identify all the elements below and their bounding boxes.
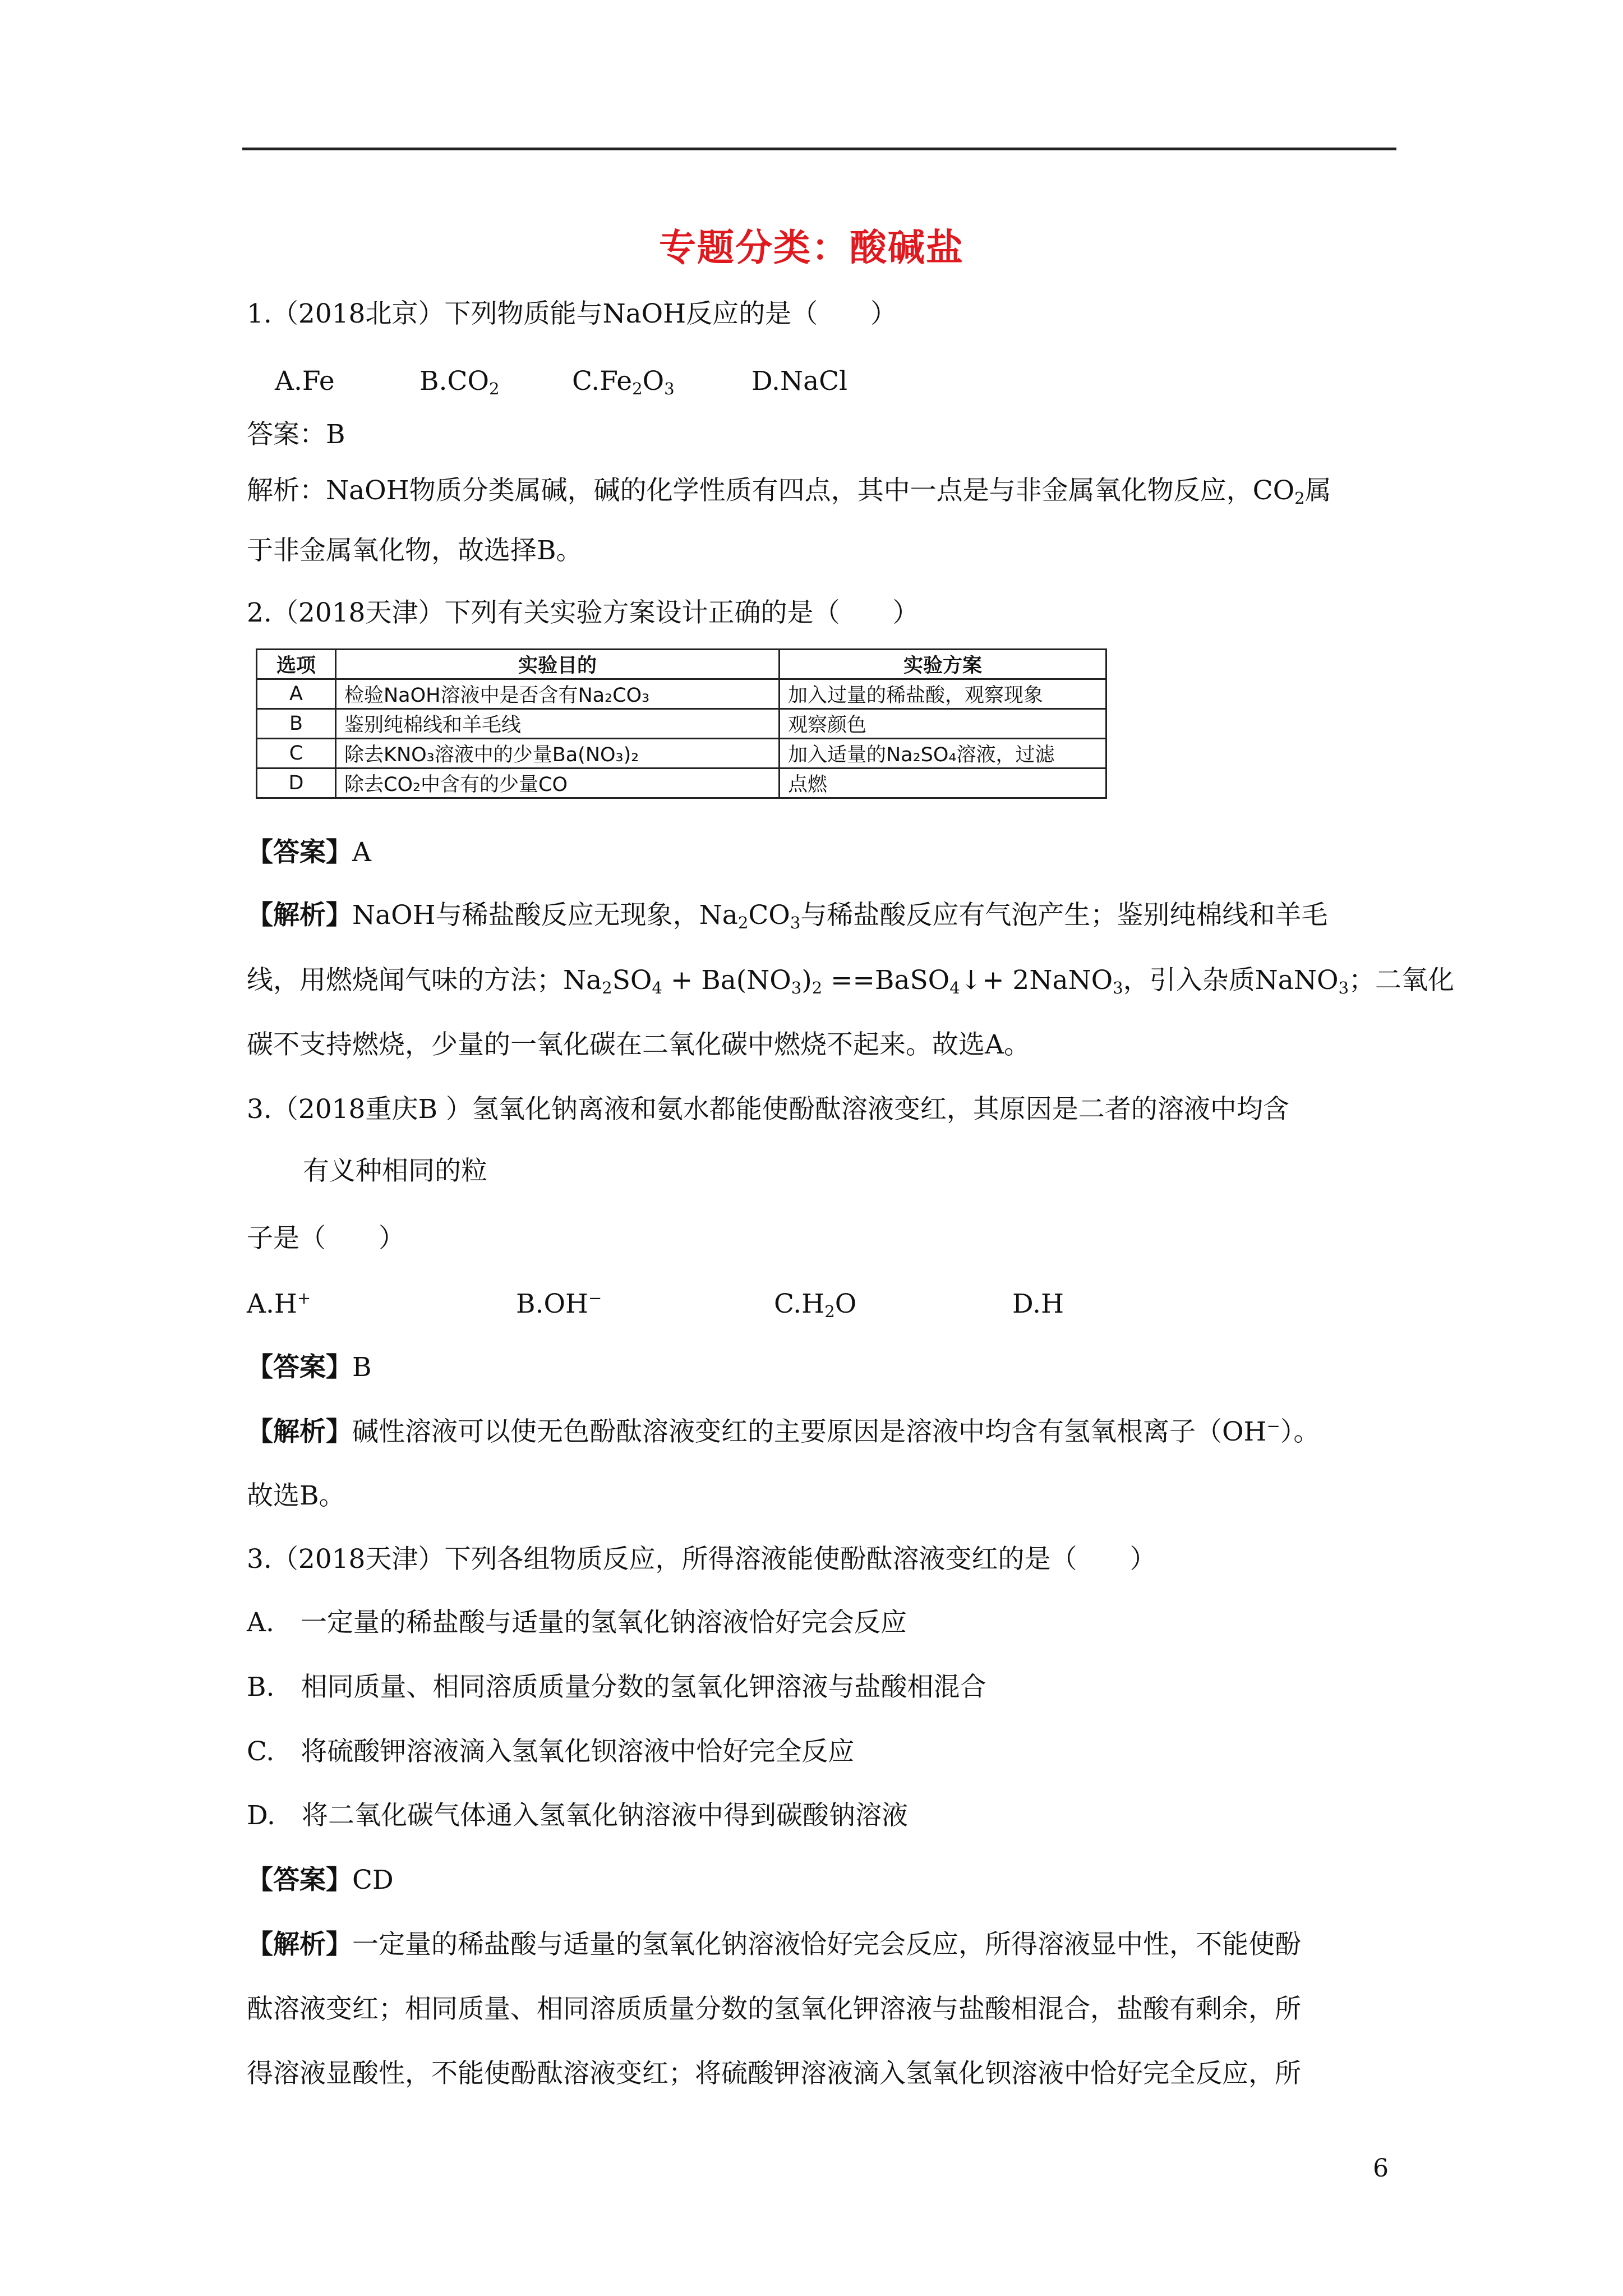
- q4-option-a: A. 一定量的稀盐酸与适量的氢氧化钠溶液恰好完会反应: [247, 1607, 907, 1638]
- header-rule: [242, 148, 1396, 150]
- table-cell: 点燃: [780, 769, 1106, 798]
- q4-stem: 3.（2018天津）下列各组物质反应，所得溶液能使酚酞溶液变红的是（ ）: [247, 1544, 1156, 1575]
- table-row: [257, 709, 1106, 739]
- q2-table: [256, 648, 1107, 799]
- table-header: 实验目的: [336, 650, 780, 679]
- table-cell: 鉴别纯棉线和羊毛线: [336, 709, 780, 739]
- q3-option-c: $C.H_2O$: [774, 1289, 857, 1322]
- table-header-row: [257, 650, 1106, 679]
- q4-analysis-line-2: 酞溶液变红；相同质量、相同溶质质量分数的氢氧化钾溶液与盐酸相混合，盐酸有剩余，所: [247, 1994, 1301, 2024]
- table-cell: 除去CO₂中含有的少量CO: [336, 769, 780, 798]
- q1-analysis-line-1: 解析：NaOH物质分类属碱，碱的化学性质有四点，其中一点是与非金属氧化物反应，$CO_2$属: [247, 475, 1331, 508]
- q3-option-a: A.H+: [247, 1288, 311, 1319]
- table-cell: 检验NaOH溶液中是否含有Na₂CO₃: [336, 679, 780, 709]
- table-cell: B: [257, 709, 336, 739]
- q4-option-c: C. 将硫酸钾溶液滴入氢氧化钡溶液中恰好完全反应: [247, 1736, 855, 1767]
- q3-stem-line-3: 子是（ ）: [247, 1223, 405, 1254]
- q3-option-b: B.OH−: [516, 1288, 602, 1319]
- table-header: 选项: [257, 650, 336, 679]
- q1-option-b: $B.CO_2$: [419, 366, 500, 399]
- table-header: 实验方案: [780, 650, 1106, 679]
- q4-option-d: D. 将二氧化碳气体通入氢氧化钠溶液中得到碳酸钠溶液: [247, 1800, 908, 1831]
- table-cell: 加入适量的Na₂SO₄溶液，过滤: [780, 739, 1106, 769]
- q4-analysis-line-1: 【解析】一定量的稀盐酸与适量的氢氧化钠溶液恰好完会反应，所得溶液显中性，不能使酚: [247, 1929, 1301, 1960]
- q2-analysis-line-1: 【解析】NaOH与稀盐酸反应无现象，$Na_2CO_3$与稀盐酸反应有气泡产生；鉴别纯棉线和羊毛: [247, 900, 1328, 933]
- q3-stem-line-1: 3.（2018重庆B ）氢氧化钠离液和氨水都能使酚酞溶液变红，其原因是二者的溶液中均含: [247, 1094, 1289, 1125]
- table-row: [257, 769, 1106, 798]
- q1-option-a: A.Fe: [275, 366, 335, 397]
- q2-analysis-line-2: 线，用燃烧闻气味的方法；$Na_2SO_4 + Ba(NO_3)_2$ ==BaSO$_4$↓+ 2NaNO$_3$，引入杂质NaNO$_3$；二氧化: [247, 965, 1455, 998]
- q2-analysis-line-3: 碳不支持燃烧，少量的一氧化碳在二氧化碳中燃烧不起来。故选A。: [247, 1029, 1030, 1060]
- q3-analysis-line-1: 【解析】碱性溶液可以使无色酚酞溶液变红的主要原因是溶液中均含有氢氧根离子（OH−）。: [247, 1416, 1320, 1447]
- table-row: [257, 739, 1106, 769]
- q3-stem-line-2: 有义种相同的粒: [303, 1156, 487, 1186]
- q3-analysis-line-2: 故选B。: [247, 1480, 345, 1511]
- page-title: 专题分类：酸碱盐: [659, 226, 964, 269]
- q3-answer: 【答案】B: [247, 1352, 372, 1383]
- q2-stem: 2.（2018天津）下列有关实验方案设计正确的是（ ）: [247, 597, 919, 628]
- q4-analysis-line-3: 得溶液显酸性，不能使酚酞溶液变红；将硫酸钾溶液滴入氢氧化钡溶液中恰好完全反应，所: [247, 2058, 1301, 2089]
- q2-answer: 【答案】A: [247, 837, 371, 868]
- table-cell: 除去KNO₃溶液中的少量Ba(NO₃)₂: [336, 739, 780, 769]
- table-cell: D: [257, 769, 336, 798]
- table-cell: 观察颜色: [780, 709, 1106, 739]
- q4-option-b: B. 相同质量、相同溶质质量分数的氢氧化钾溶液与盐酸相混合: [247, 1672, 986, 1703]
- q1-option-d: D.NaCl: [751, 366, 848, 397]
- q1-option-c: $C.Fe_2O_3$: [572, 366, 675, 399]
- page-number: 6: [1373, 2154, 1389, 2183]
- q1-answer: 答案：B: [247, 419, 345, 450]
- table-row: [257, 679, 1106, 709]
- q1-stem: 1.（2018北京）下列物质能与NaOH反应的是（ ）: [247, 298, 897, 329]
- table-cell: A: [257, 679, 336, 709]
- q1-analysis-line-2: 于非金属氧化物，故选择B。: [247, 535, 583, 566]
- q3-option-d: D.H: [1012, 1289, 1064, 1319]
- table-cell: 加入过量的稀盐酸，观察现象: [780, 679, 1106, 709]
- q4-answer: 【答案】CD: [247, 1865, 394, 1895]
- table-cell: C: [257, 739, 336, 769]
